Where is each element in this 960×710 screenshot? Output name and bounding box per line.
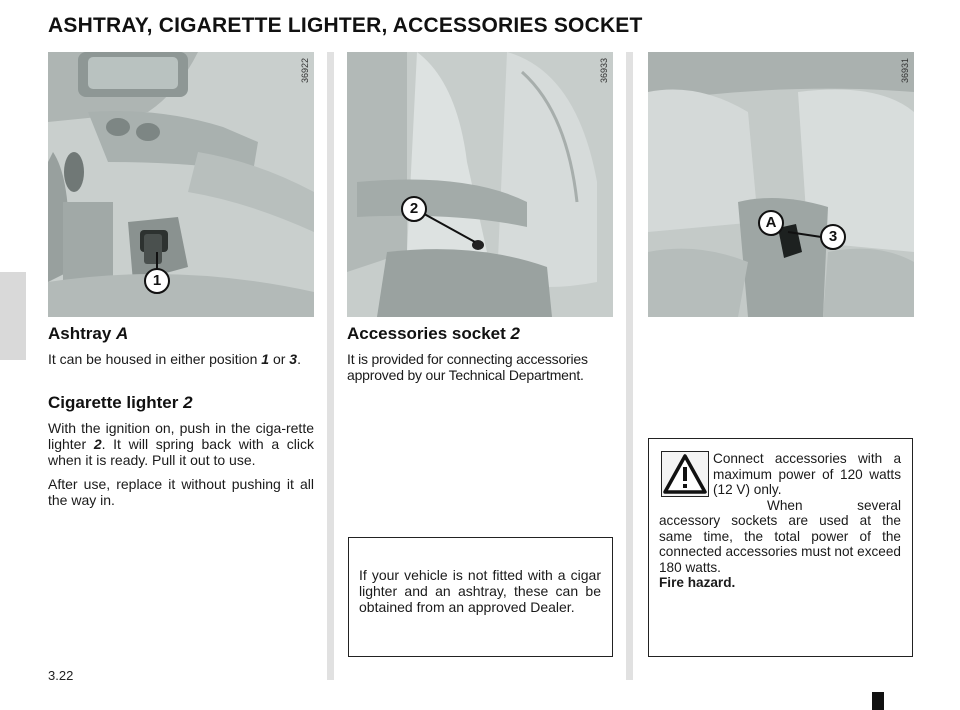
- column-2-text: [347, 324, 615, 383]
- page-title: ASHTRAY, CIGARETTE LIGHTER, ACCESSORIES SOCKET: [48, 14, 643, 37]
- ashtray-position-photo: [648, 52, 914, 317]
- fire-hazard-text: Fire hazard.: [659, 575, 736, 590]
- warning-float-spacer: [659, 451, 713, 511]
- accessories-socket-photo: [347, 52, 613, 317]
- photo-ref-number: 36931: [900, 58, 910, 84]
- after-use-text: After use, replace it without pushing it all the way in.: [48, 476, 314, 508]
- photo-ref-number: 36922: [300, 58, 310, 84]
- photo-ref-number: 36933: [599, 58, 609, 84]
- socket-heading-ref: 2: [510, 324, 520, 343]
- ashtray-photo: [48, 52, 314, 317]
- accessories-socket-heading: Accessories socket 2: [347, 324, 520, 343]
- callout-1: 1: [144, 268, 170, 294]
- page-number: 3.22: [48, 668, 74, 683]
- chapter-tab: [0, 272, 26, 360]
- ashtray-illustration: [48, 52, 314, 317]
- note-text: If your vehicle is not fitted with a cigar lighter and an ashtray, these can be obtained from an approved Dealer.: [359, 567, 601, 615]
- cigarette-lighter-heading: Cigarette lighter 2: [48, 393, 193, 412]
- warning-text: [659, 451, 901, 591]
- lighter-heading-ref: 2: [183, 393, 193, 412]
- ashtray-heading-ref: A: [116, 324, 129, 343]
- socket-illustration: [347, 52, 613, 317]
- accessories-socket-text: It is provided for connecting accessories approved by our Technical Department.: [347, 351, 588, 383]
- callout-3: 3: [820, 224, 846, 250]
- ashtray-heading: Ashtray A: [48, 324, 129, 343]
- column-divider-2: [626, 52, 633, 680]
- callout-a: A: [758, 210, 784, 236]
- ashtray-text: It can be housed in either position 1 or 3.: [48, 351, 301, 367]
- warning-box: [648, 438, 913, 657]
- page-corner-mark: [872, 692, 884, 710]
- callout-2: 2: [401, 196, 427, 222]
- column-1-text: [48, 324, 314, 508]
- column-divider-1: [327, 52, 334, 680]
- warning-line-2: When several accessory sockets are used at the same time, the total power of the connected accessories must not exceed 180 watts.: [659, 497, 901, 575]
- warning-line-1: Connect accessories with a maximum power of 120 watts (12 V) only.: [713, 451, 901, 497]
- center-console-illustration: [648, 52, 914, 317]
- note-box: [348, 537, 613, 657]
- cigarette-lighter-text: With the ignition on, push in the ciga-rette lighter 2. It will spring back with a click when it is ready. Pull it out to use.: [48, 420, 314, 468]
